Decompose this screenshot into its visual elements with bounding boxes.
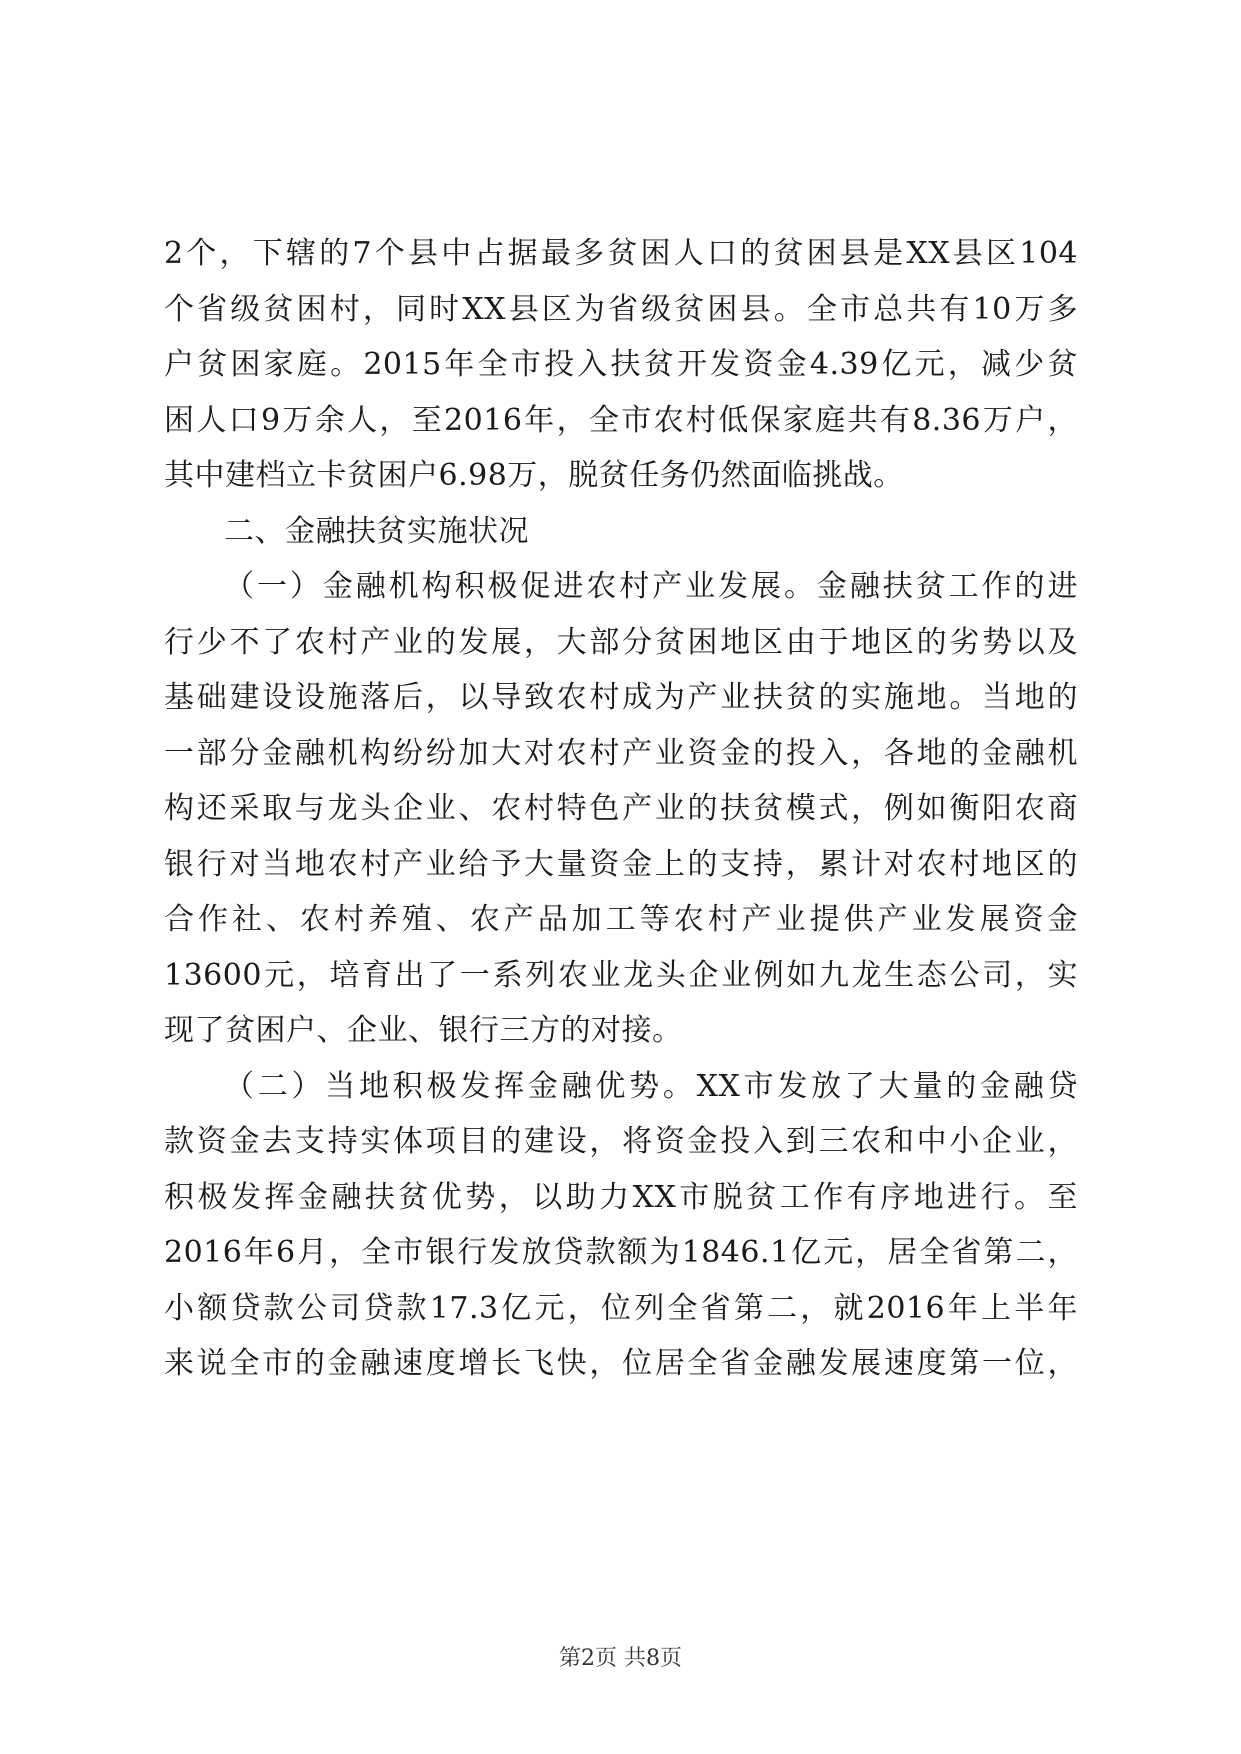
paragraph-2-line-2: 行少不了农村产业的发展，大部分贫困地区由于地区的劣势以及	[164, 624, 1078, 660]
paragraph-2-line-7: 合作社、农村养殖、农产品加工等农村产业提供产业发展资金	[164, 902, 1078, 937]
paragraph-3-line-3: 积极发挥金融扶贫优势，以助力XX市脱贫工作有序地进行。至	[164, 1179, 1078, 1215]
paragraph-2-line-6: 银行对当地农村产业给予大量资金上的支持，累计对农村地区的	[164, 846, 1078, 882]
paragraph-3-line-5: 小额贷款公司贷款17.3亿元，位列全省第二，就2016年上半年	[164, 1290, 1078, 1326]
paragraph-1-line-5: 其中建档立卡贫困户6.98万，脱贫任务仍然面临挑战。	[164, 458, 904, 493]
paragraph-2-line-3: 基础建设设施落后，以导致农村成为产业扶贫的实施地。当地的	[164, 680, 1078, 715]
paragraph-1-line-3: 户贫困家庭。2015年全市投入扶贫开发资金4.39亿元，减少贫	[164, 347, 1078, 382]
paragraph-3-line-2: 款资金去支持实体项目的建设，将资金投入到三农和中小企业，	[164, 1124, 1078, 1159]
paragraph-3-line-1: （二）当地积极发挥金融优势。XX市发放了大量的金融贷	[224, 1068, 1078, 1104]
page-number-footer: 第2页 共8页	[559, 1646, 682, 1671]
paragraph-3-line-4: 2016年6月，全市银行发放贷款额为1846.1亿元，居全省第二，	[164, 1235, 1078, 1270]
paragraph-2-line-1: （一）金融机构积极促进农村产业发展。金融扶贫工作的进	[224, 569, 1078, 604]
paragraph-1-line-1: 2个，下辖的7个县中占据最多贫困人口的贫困县是XX县区104	[164, 236, 1078, 271]
section-heading: 二、金融扶贫实施状况	[224, 513, 529, 549]
paragraph-2-line-9: 现了贫困户、企业、银行三方的对接。	[164, 1013, 683, 1048]
paragraph-2-line-5: 构还采取与龙头企业、农村特色产业的扶贫模式，例如衡阳农商	[164, 791, 1078, 826]
document-body	[164, 226, 1078, 1392]
paragraph-2-line-8: 13600元，培育出了一系列农业龙头企业例如九龙生态公司，实	[164, 957, 1078, 993]
paragraph-1-line-4: 困人口9万余人，至2016年，全市农村低保家庭共有8.36万户，	[164, 402, 1078, 438]
paragraph-1-line-2: 个省级贫困村，同时XX县区为省级贫困县。全市总共有10万多	[164, 291, 1078, 327]
paragraph-3-line-6: 来说全市的金融速度增长飞快，位居全省金融发展速度第一位，	[164, 1346, 1078, 1381]
paragraph-2-line-4: 一部分金融机构纷纷加大对农村产业资金的投入，各地的金融机	[164, 735, 1078, 771]
